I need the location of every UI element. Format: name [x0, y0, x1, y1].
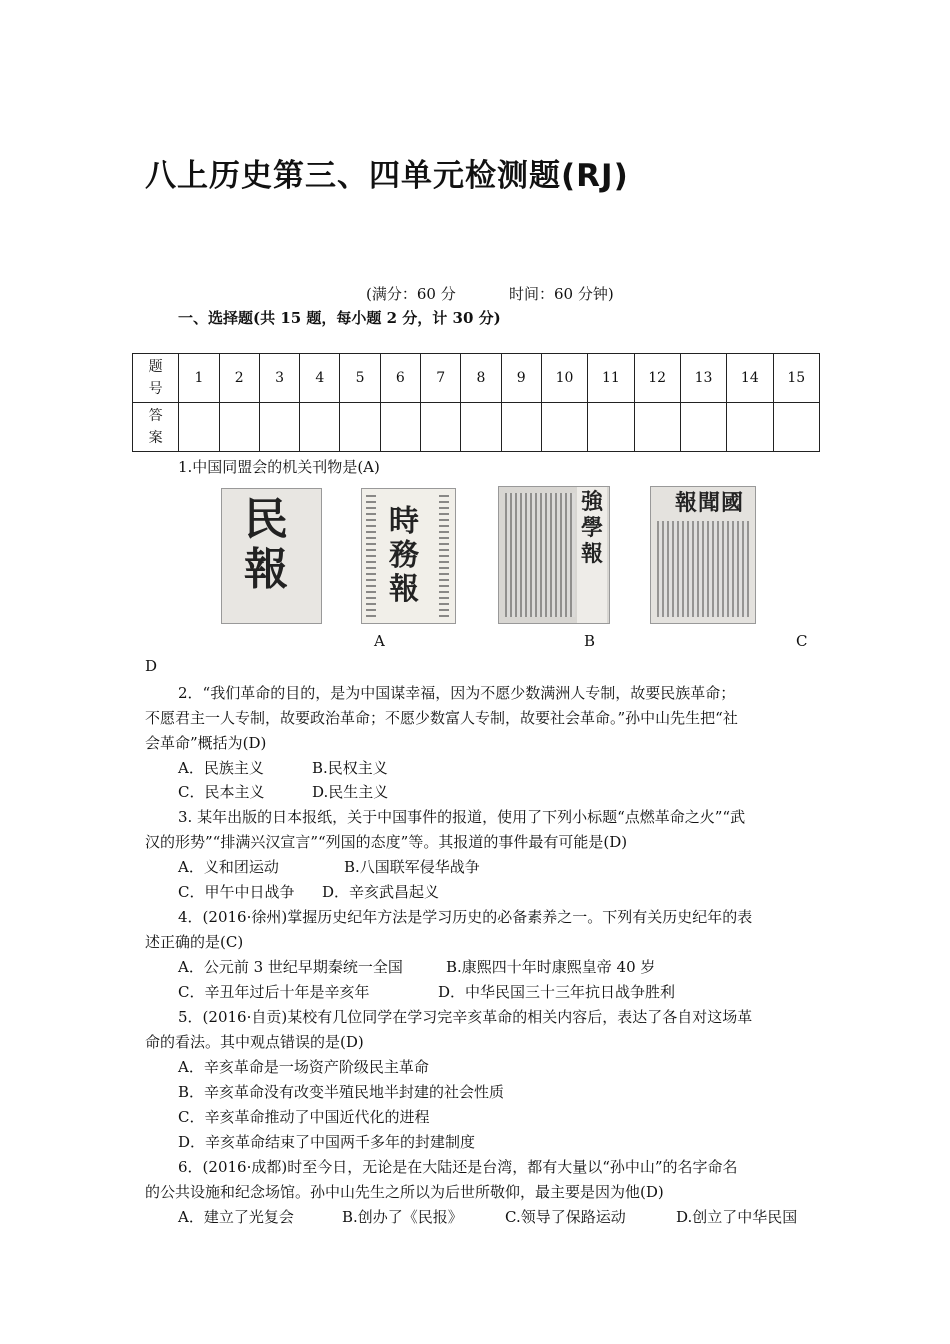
answer-cell[interactable] [773, 403, 820, 452]
answer-cell[interactable] [340, 403, 380, 452]
question-5-line-2: 命的看法。其中观点错误的是(D) [145, 1033, 364, 1051]
question-2-line-3: 会革命”概括为(D) [145, 734, 267, 752]
table-row [133, 403, 820, 452]
question-6-line-2: 的公共设施和纪念场馆。孙中山先生之所以为后世所敬仰，最主要是因为他(D) [145, 1183, 664, 1201]
question-1: 1.中国同盟会的机关刊物是(A) [178, 458, 380, 476]
shiwubao-char-3: 報 [389, 572, 419, 607]
text-block [657, 521, 749, 617]
table-cell: 12 [634, 354, 680, 403]
answer-cell[interactable] [300, 403, 340, 452]
table-cell: 13 [680, 354, 726, 403]
question-4-line-1: 4．(2016·徐州)掌握历史纪年方法是学习历史的必备素养之一。下列有关历史纪年的表 [178, 908, 753, 926]
q6-option-c: C.领导了保路运动 [505, 1208, 626, 1226]
row-label-answer: 答 案 [133, 403, 179, 452]
option-label-b: B [584, 632, 596, 650]
answer-cell[interactable] [634, 403, 680, 452]
table-cell: 14 [727, 354, 773, 403]
q4-option-c: C．辛丑年过后十年是辛亥年 [178, 983, 370, 1001]
table-cell: 15 [773, 354, 820, 403]
table-cell: 3 [259, 354, 299, 403]
text-column [439, 495, 449, 617]
q5-option-b: B．辛亥革命没有改变半殖民地半封建的社会性质 [178, 1083, 505, 1101]
q3-option-b: B.八国联军侵华战争 [344, 858, 480, 876]
q3-option-c: C．甲午中日战争 [178, 883, 295, 901]
table-cell: 2 [219, 354, 259, 403]
minbao-char-2: 報 [244, 544, 288, 595]
answer-cell[interactable] [501, 403, 541, 452]
qiangxuebao-image [498, 486, 610, 624]
question-2-line-2: 不愿君主一人专制，故要政治革命；不愿少数富人专制，故要社会革命。”孙中山先生把“社 [145, 709, 738, 727]
question-2-line-1: 2．“我们革命的目的，是为中国谋幸福，因为不愿少数满洲人专制，故要民族革命； [178, 684, 736, 702]
qiangxuebao-char-1: 強 [580, 489, 603, 515]
row-label-number: 题 号 [133, 354, 179, 403]
q5-option-d: D．辛亥革命结束了中国两千多年的封建制度 [178, 1133, 476, 1151]
guowenbao-masthead [675, 489, 744, 517]
q4-option-a: A．公元前 3 世纪早期秦统一全国 [178, 958, 403, 976]
q2-option-a: A．民族主义 [178, 759, 264, 777]
answer-cell[interactable] [588, 403, 634, 452]
answer-cell[interactable] [680, 403, 726, 452]
shiwubao-char-1: 時 [389, 504, 419, 539]
q5-option-c: C．辛亥革命推动了中国近代化的进程 [178, 1108, 430, 1126]
text-block [505, 493, 575, 617]
table-cell: 9 [501, 354, 541, 403]
table-cell: 8 [461, 354, 501, 403]
section-heading: 一、选择题(共 15 题，每小题 2 分，计 30 分) [178, 309, 501, 327]
shiwubao-char-2: 務 [389, 538, 419, 573]
table-cell: 7 [421, 354, 461, 403]
answer-cell[interactable] [259, 403, 299, 452]
guowenbao-char-1: 報 [675, 490, 699, 516]
minbao-char-1: 民 [244, 494, 288, 545]
question-3-line-2: 汉的形势”“排满兴汉宣言”“列国的态度”等。其报道的事件最有可能是(D) [145, 833, 628, 851]
answer-cell[interactable] [219, 403, 259, 452]
question-6-line-1: 6．(2016·成都)时至今日，无论是在大陆还是台湾，都有大量以“孙中山”的名字命名 [178, 1158, 738, 1176]
score-info: (满分：60 分 [366, 285, 456, 303]
table-cell: 5 [340, 354, 380, 403]
qiangxuebao-char-2: 學 [580, 515, 603, 541]
text-column [366, 495, 376, 617]
q4-option-d: D．中华民国三十三年抗日战争胜利 [438, 983, 676, 1001]
option-label-d: D [145, 657, 158, 675]
q6-option-d: D.创立了中华民国 [676, 1208, 798, 1226]
q4-option-b: B.康熙四十年时康熙皇帝 40 岁 [446, 958, 656, 976]
answer-cell[interactable] [541, 403, 587, 452]
answer-cell[interactable] [421, 403, 461, 452]
answer-cell[interactable] [179, 403, 219, 452]
minbao-image [221, 488, 322, 624]
table-row [133, 354, 820, 403]
table-cell: 1 [179, 354, 219, 403]
q6-option-a: A．建立了光复会 [178, 1208, 294, 1226]
q2-option-d: D.民生主义 [312, 783, 389, 801]
q3-option-a: A．义和团运动 [178, 858, 279, 876]
guowenbao-image [650, 486, 756, 624]
question-3-line-1: 3. 某年出版的日本报纸，关于中国事件的报道，使用了下列小标题“点燃革命之火”“武 [178, 808, 746, 826]
question-4-line-2: 述正确的是(C) [145, 933, 244, 951]
answer-cell[interactable] [380, 403, 420, 452]
table-cell: 10 [541, 354, 587, 403]
answer-cell[interactable] [461, 403, 501, 452]
q2-option-c: C．民本主义 [178, 783, 265, 801]
question-5-line-1: 5．(2016·自贡)某校有几位同学在学习完辛亥革命的相关内容后，表达了各自对这场革 [178, 1008, 753, 1026]
page-title: 八上历史第三、四单元检测题(RJ) [145, 158, 629, 194]
option-label-c: C [796, 632, 808, 650]
table-cell: 11 [588, 354, 634, 403]
answer-table [132, 353, 820, 452]
qiangxuebao-char-3: 報 [580, 541, 603, 567]
time-info: 时间：60 分钟) [509, 285, 614, 303]
table-cell: 6 [380, 354, 420, 403]
guowenbao-char-3: 國 [721, 490, 745, 516]
q5-option-a: A．辛亥革命是一场资产阶级民主革命 [178, 1058, 429, 1076]
table-cell: 4 [300, 354, 340, 403]
answer-cell[interactable] [727, 403, 773, 452]
q6-option-b: B.创办了《民报》 [342, 1208, 463, 1226]
option-label-a: A [374, 632, 385, 650]
q3-option-d: D．辛亥武昌起义 [322, 883, 440, 901]
q2-option-b: B.民权主义 [312, 759, 388, 777]
shiwubao-image [361, 488, 456, 624]
guowenbao-char-2: 聞 [698, 490, 722, 516]
